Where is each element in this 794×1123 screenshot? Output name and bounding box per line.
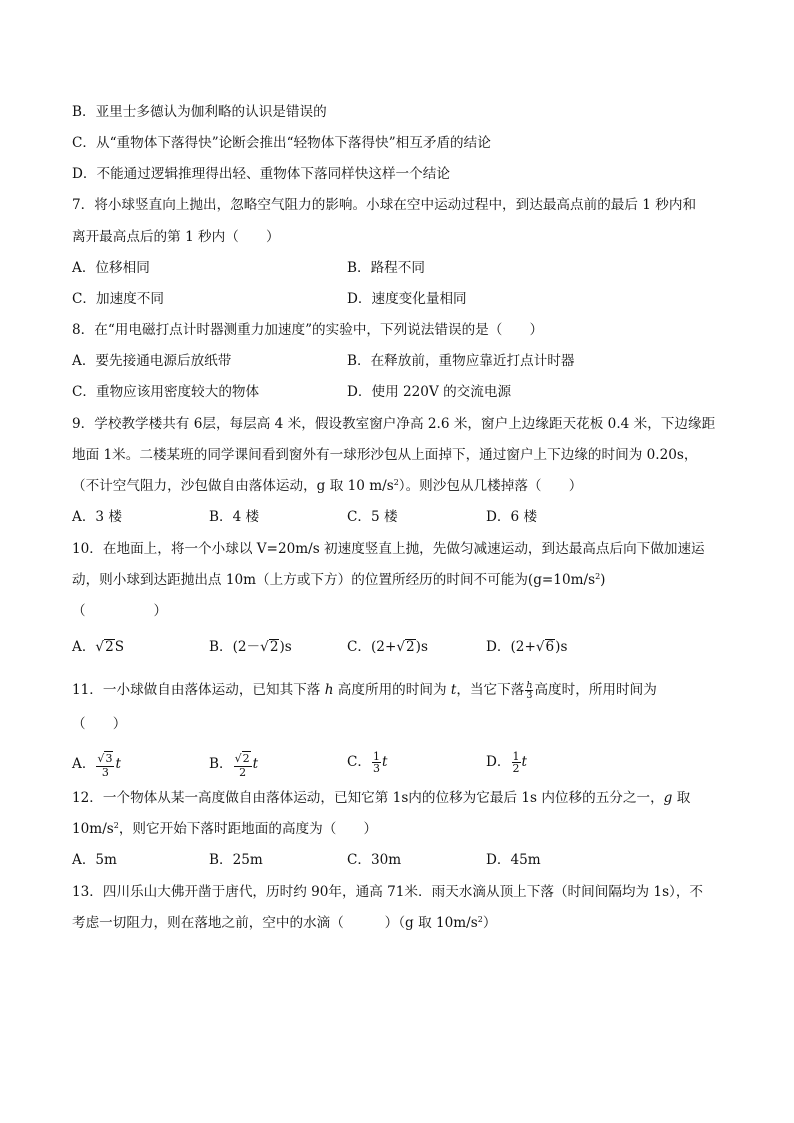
q7-stem-line1: 7．将小球竖直向上抛出，忽略空气阻力的影响。小球在空中运动过程中，到达最高点前的最后 1 秒内和 — [72, 197, 697, 213]
q12-stem-line1: 12．一个物体从某一高度做自由落体运动，已知它第 1s内的位移为它最后 1s 内位移的五分之一，g 取 — [72, 790, 691, 806]
q7-stem-line2: 离开最高点后的第 1 秒内（ ） — [72, 229, 280, 245]
q9-option-c: C．5 楼 — [347, 509, 398, 525]
q12-option-c: C．30m — [347, 852, 402, 868]
q11-option-b: B． $\frac{√2}{2}$ t — [209, 752, 259, 779]
q12-option-a: A．5m — [72, 852, 117, 868]
q9-stem-line3: （不计空气阻力，沙包做自由落体运动，g 取 10 $m/s^2$）。则沙包从几楼掉落（ ） — [72, 478, 583, 494]
q7-option-b: B．路程不同 — [347, 260, 425, 276]
q10-option-c: C．(2+√2)s — [347, 639, 428, 655]
q10-option-a: A．√2S — [72, 639, 125, 655]
q9-stem-line1: 9．学校教学楼共有 6层，每层高 4 米，假设教室窗户净高 2.6 米，窗户上边缘距天花板 0.4 米，下边缘距 — [72, 416, 716, 432]
q13-stem-line2: 考虑一切阻力，则在落地之前，空中的水滴（ ）（g 取 $10m/s^2$） — [72, 915, 497, 931]
q7-option-a: A．位移相同 — [72, 260, 150, 276]
q9-option-a: A．3 楼 — [72, 509, 122, 525]
q6-option-b: B．亚里士多德认为伽利略的认识是错误的 — [72, 104, 327, 120]
q6-option-d: D．不能通过逻辑推理得出轻、重物体下落同样快这样一个结论 — [72, 166, 450, 182]
q11-answer-blank: （ ） — [72, 716, 127, 732]
q8-stem: 8．在“用电磁打点计时器测重力加速度”的实验中，下列说法错误的是（ ） — [72, 322, 544, 338]
q10-answer-blank: （ ） — [72, 603, 168, 619]
q10-option-b: B．(2－√2)s — [209, 639, 292, 655]
q9-option-d: D．6 楼 — [486, 509, 538, 525]
q10-stem-line1: 10．在地面上，将一个小球以 V=20m/s 初速度竖直上抛，先做匀减速运动，到达最高点后向下做加速运 — [72, 541, 705, 557]
q8-option-b: B．在释放前，重物应靠近打点计时器 — [347, 353, 575, 369]
q12-option-d: D．45m — [486, 852, 541, 868]
q13-stem-line1: 13．四川乐山大佛开凿于唐代，历时约 90年，通高 71米．雨天水滴从顶上下落（时间间隔均为 1s），不 — [72, 884, 704, 900]
q11-option-c: C． $\frac{1}{3}$ t — [347, 750, 388, 775]
q8-option-d: D．使用 220V 的交流电源 — [347, 384, 512, 400]
q10-stem-line2: 动，则小球到达距抛出点 10m（上方或下方）的位置所经历的时间不可能为$(g=10m/s^2)$ — [72, 572, 606, 588]
q8-option-c: C．重物应该用密度较大的物体 — [72, 384, 260, 400]
q11-fraction-h-over-3: $\frac{h}{3}$ — [526, 680, 533, 701]
q11-stem-line1: 11．一小球做自由落体运动，已知其下落 h 高度所用的时间为 t，当它下落 $\frac{h}{3}$ 高度时，所用时间为 — [72, 680, 657, 701]
q11-option-a: A． $\frac{√3}{3}$ t — [72, 752, 121, 779]
q9-option-b: B．4 楼 — [209, 509, 260, 525]
q7-option-c: C．加速度不同 — [72, 291, 164, 307]
q6-option-c: C．从“重物体下落得快”论断会推出“轻物体下落得快”相互矛盾的结论 — [72, 135, 491, 151]
q7-option-d: D．速度变化量相同 — [347, 291, 467, 307]
q12-stem-line2: $10m/s^2$，则它开始下落时距地面的高度为（ ） — [72, 821, 378, 837]
q8-option-a: A．要先接通电源后放纸带 — [72, 353, 232, 369]
q9-stem-line2: 地面 1米。二楼某班的同学课间看到窗外有一球形沙包从上面掉下，通过窗户上下边缘的时间为 0.20s， — [72, 447, 698, 463]
q11-option-d: D． $\frac{1}{2}$ t — [486, 750, 527, 775]
q10-option-d: D．(2+√6)s — [486, 639, 568, 655]
q12-option-b: B．25m — [209, 852, 263, 868]
